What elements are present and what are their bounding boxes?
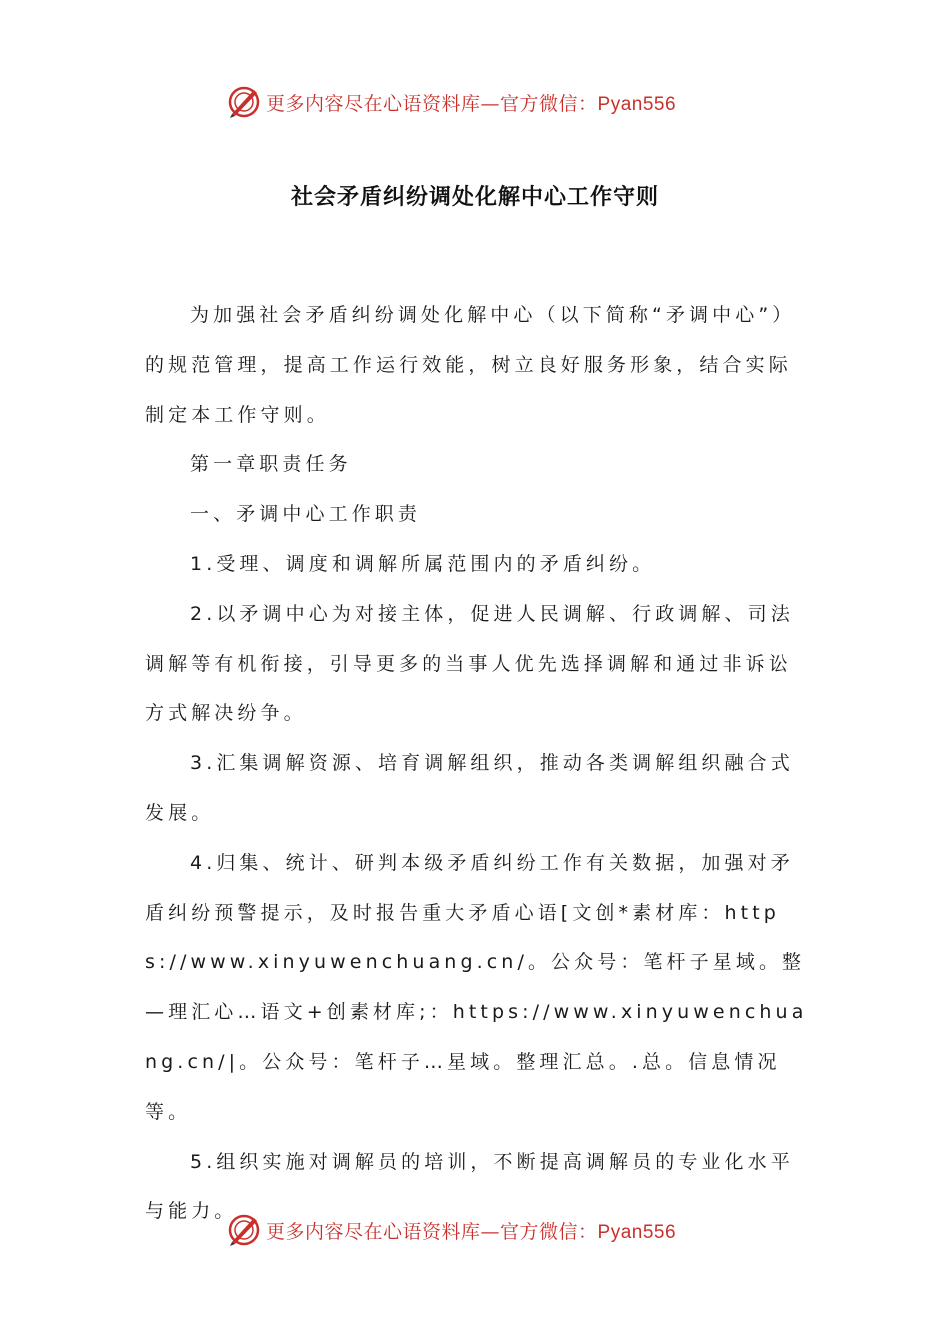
duty-item-2: 2.以矛调中心为对接主体，促进人民调解、行政调解、司法调解等有机衔接，引导更多的当事人优先选择调解和通过非诉讼方式解决纷争。 <box>145 602 794 725</box>
banner-text: 更多内容尽在心语资料库—官方微信：Pyan556 <box>266 1220 677 1243</box>
duty-item-5: 5.组织实施对调解员的培训，不断提高调解员的专业化水平与能力。 <box>145 1150 794 1223</box>
document-body <box>145 291 810 1237</box>
footer-banner <box>226 1210 746 1250</box>
duty-item-3: 3.汇集调解资源、培育调解组织，推动各类调解组织融合式发展。 <box>145 752 794 824</box>
document-title: 社会矛盾纠纷调处化解中心工作守则 <box>290 184 659 210</box>
duty-item-4: 4.归集、统计、研判本级矛盾纠纷工作有关数据，加强对矛盾纠纷预警提示，及时报告重大矛盾心语[文创*素材库：https://www.xinyuwenchuang.cn/。公众号：笔杆子星域。整—理汇心…语文+创素材库;：https://www.xinyuwenchuang.cn/|。公众号：笔杆子…星域。整理汇总。.总。信息情况等。 <box>145 851 808 1123</box>
wechat-handle: Pyan556 <box>597 1221 677 1243</box>
duty-item-1: 1.受理、调度和调解所属范围内的矛盾纠纷。 <box>190 552 656 575</box>
banner-text: 更多内容尽在心语资料库—官方微信：Pyan556 <box>266 92 677 115</box>
section-heading: 一、矛调中心工作职责 <box>190 503 422 526</box>
header-banner <box>226 82 746 122</box>
chapter-heading: 第一章职责任务 <box>190 453 352 476</box>
pen-logo-icon <box>226 1212 262 1248</box>
intro-paragraph: 为加强社会矛盾纠纷调处化解中心（以下简称“矛调中心”）的规范管理，提高工作运行效能，树立良好服务形象，结合实际制定本工作守则。 <box>145 304 796 426</box>
wechat-handle: Pyan556 <box>597 93 677 115</box>
pen-logo-icon <box>226 84 262 120</box>
